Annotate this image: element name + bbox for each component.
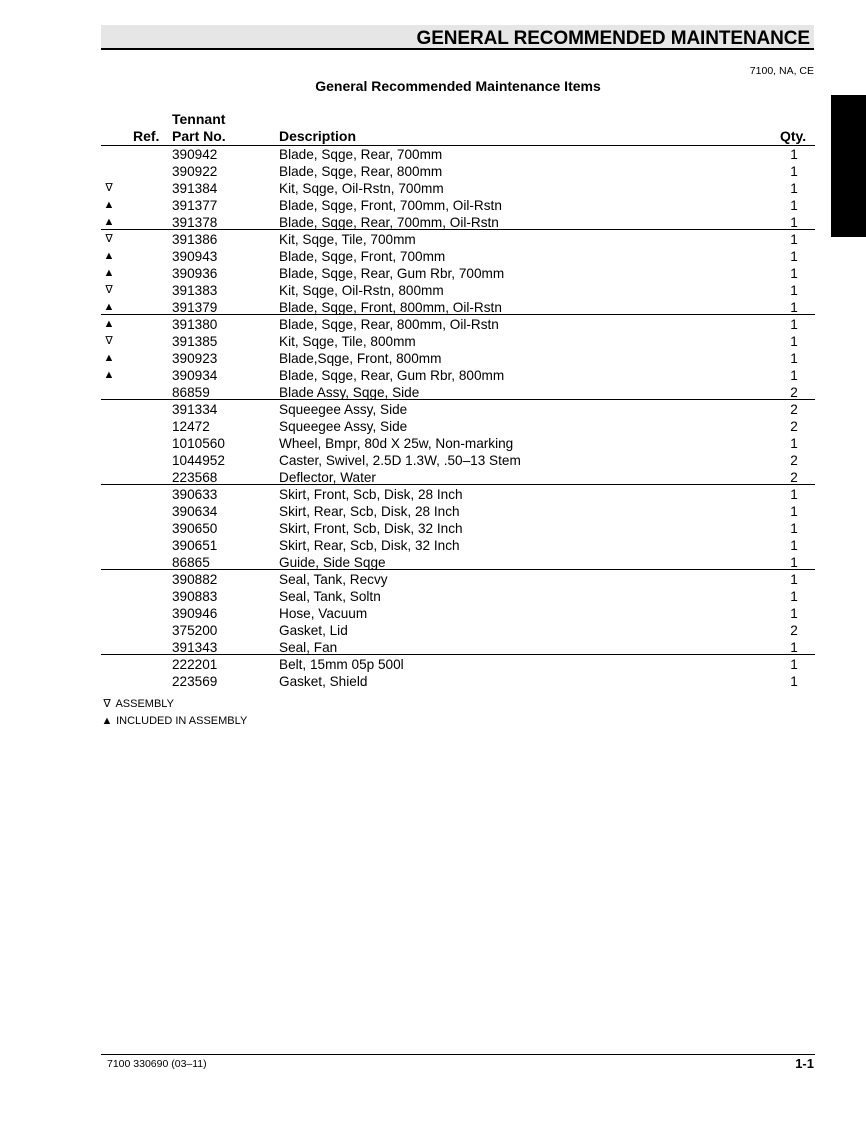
row-part-number: 1044952 bbox=[172, 453, 225, 468]
row-part-number: 223569 bbox=[172, 674, 218, 689]
row-ref-symbol: ▲ bbox=[103, 267, 115, 279]
table-row bbox=[0, 367, 866, 384]
row-part-number: 222201 bbox=[172, 657, 218, 672]
row-part-number: 86865 bbox=[172, 555, 210, 570]
row-quantity: 1 bbox=[790, 164, 798, 179]
row-quantity: 2 bbox=[790, 419, 798, 434]
document-code: 7100 330690 (03–11) bbox=[107, 1058, 207, 1070]
row-quantity: 1 bbox=[790, 674, 798, 689]
row-quantity: 1 bbox=[790, 300, 798, 315]
assembly-label: ASSEMBLY bbox=[115, 698, 174, 710]
row-part-number: 375200 bbox=[172, 623, 218, 638]
row-part-number: 390633 bbox=[172, 487, 218, 502]
assembly-symbol: ∇ bbox=[103, 698, 111, 710]
row-quantity: 2 bbox=[790, 385, 798, 400]
row-ref-symbol: ▲ bbox=[103, 352, 115, 364]
row-description: Squeegee Assy, Side bbox=[279, 419, 408, 434]
table-row bbox=[0, 452, 866, 469]
row-description: Guide, Side Sqge bbox=[279, 555, 386, 570]
table-row bbox=[0, 571, 866, 588]
row-part-number: 390943 bbox=[172, 249, 218, 264]
row-description: Blade, Sqge, Front, 700mm bbox=[279, 249, 446, 264]
table-row bbox=[0, 537, 866, 554]
row-quantity: 1 bbox=[790, 436, 798, 451]
row-quantity: 1 bbox=[790, 283, 798, 298]
table-row bbox=[0, 350, 866, 367]
row-quantity: 1 bbox=[790, 215, 798, 230]
row-part-number: 391386 bbox=[172, 232, 218, 247]
row-description: Seal, Fan bbox=[279, 640, 338, 655]
row-description: Blade Assy, Sqge, Side bbox=[279, 385, 420, 400]
column-header-part-line1: Tennant bbox=[172, 111, 226, 127]
column-header-description: Description bbox=[279, 128, 357, 144]
row-description: Hose, Vacuum bbox=[279, 606, 368, 621]
row-part-number: 391379 bbox=[172, 300, 218, 315]
row-part-number: 390923 bbox=[172, 351, 218, 366]
row-ref-symbol: ▲ bbox=[103, 216, 115, 228]
table-row bbox=[0, 146, 866, 163]
included-label: INCLUDED IN ASSEMBLY bbox=[116, 715, 248, 727]
row-description: Blade,Sqge, Front, 800mm bbox=[279, 351, 442, 366]
row-part-number: 391334 bbox=[172, 402, 218, 417]
table-row bbox=[0, 520, 866, 537]
row-part-number: 391383 bbox=[172, 283, 218, 298]
row-quantity: 1 bbox=[790, 198, 798, 213]
row-quantity: 1 bbox=[790, 351, 798, 366]
column-header-qty: Qty. bbox=[780, 128, 807, 144]
row-description: Skirt, Rear, Scb, Disk, 32 Inch bbox=[279, 538, 460, 553]
row-description: Squeegee Assy, Side bbox=[279, 402, 408, 417]
table-row bbox=[0, 265, 866, 282]
row-description: Blade, Sqge, Front, 700mm, Oil-Rstn bbox=[279, 198, 502, 213]
row-part-number: 12472 bbox=[172, 419, 210, 434]
row-part-number: 390942 bbox=[172, 147, 218, 162]
row-quantity: 2 bbox=[790, 470, 798, 485]
table-row bbox=[0, 469, 866, 486]
row-quantity: 1 bbox=[790, 606, 798, 621]
model-code: 7100, NA, CE bbox=[749, 65, 814, 77]
table-row bbox=[0, 282, 866, 299]
row-quantity: 2 bbox=[790, 402, 798, 417]
row-description: Kit, Sqge, Oil-Rstn, 700mm bbox=[279, 181, 444, 196]
row-quantity: 1 bbox=[790, 147, 798, 162]
row-part-number: 1010560 bbox=[172, 436, 225, 451]
row-quantity: 2 bbox=[790, 623, 798, 638]
row-description: Blade, Sqge, Rear, 800mm, Oil-Rstn bbox=[279, 317, 499, 332]
row-part-number: 391378 bbox=[172, 215, 218, 230]
row-ref-symbol: ▲ bbox=[103, 301, 115, 313]
table-row bbox=[0, 316, 866, 333]
row-part-number: 391380 bbox=[172, 317, 218, 332]
row-description: Gasket, Shield bbox=[279, 674, 368, 689]
row-description: Caster, Swivel, 2.5D 1.3W, .50–13 Stem bbox=[279, 453, 521, 468]
row-part-number: 223568 bbox=[172, 470, 218, 485]
row-part-number: 390634 bbox=[172, 504, 218, 519]
row-ref-symbol: ∇ bbox=[105, 233, 113, 245]
row-ref-symbol: ∇ bbox=[105, 182, 113, 194]
row-quantity: 1 bbox=[790, 334, 798, 349]
table-row bbox=[0, 418, 866, 435]
row-description: Kit, Sqge, Tile, 700mm bbox=[279, 232, 416, 247]
table-row bbox=[0, 214, 866, 231]
row-ref-symbol: ▲ bbox=[103, 318, 115, 330]
row-description: Skirt, Rear, Scb, Disk, 28 Inch bbox=[279, 504, 460, 519]
legend-assembly bbox=[101, 697, 174, 711]
table-row bbox=[0, 673, 866, 690]
row-quantity: 1 bbox=[790, 538, 798, 553]
row-description: Blade, Sqge, Rear, Gum Rbr, 800mm bbox=[279, 368, 505, 383]
row-quantity: 1 bbox=[790, 521, 798, 536]
row-quantity: 1 bbox=[790, 181, 798, 196]
row-part-number: 390934 bbox=[172, 368, 218, 383]
row-part-number: 390882 bbox=[172, 572, 218, 587]
table-row bbox=[0, 384, 866, 401]
table-row bbox=[0, 503, 866, 520]
row-ref-symbol: ▲ bbox=[103, 199, 115, 211]
row-part-number: 390922 bbox=[172, 164, 218, 179]
row-quantity: 1 bbox=[790, 266, 798, 281]
table-row bbox=[0, 605, 866, 622]
row-description: Kit, Sqge, Tile, 800mm bbox=[279, 334, 416, 349]
row-description: Seal, Tank, Recvy bbox=[279, 572, 388, 587]
row-description: Skirt, Front, Scb, Disk, 28 Inch bbox=[279, 487, 463, 502]
row-part-number: 390946 bbox=[172, 606, 218, 621]
row-quantity: 1 bbox=[790, 504, 798, 519]
table-row bbox=[0, 639, 866, 656]
row-part-number: 390883 bbox=[172, 589, 218, 604]
row-quantity: 1 bbox=[790, 249, 798, 264]
row-quantity: 1 bbox=[790, 232, 798, 247]
row-ref-symbol: ▲ bbox=[103, 369, 115, 381]
row-ref-symbol: ∇ bbox=[105, 284, 113, 296]
row-part-number: 390651 bbox=[172, 538, 218, 553]
table-row bbox=[0, 435, 866, 452]
table-row bbox=[0, 588, 866, 605]
row-part-number: 86859 bbox=[172, 385, 210, 400]
row-description: Skirt, Front, Scb, Disk, 32 Inch bbox=[279, 521, 463, 536]
row-description: Blade, Sqge, Rear, 800mm bbox=[279, 164, 443, 179]
table-row bbox=[0, 299, 866, 316]
row-part-number: 391384 bbox=[172, 181, 218, 196]
row-part-number: 390936 bbox=[172, 266, 218, 281]
table-row bbox=[0, 231, 866, 248]
table-row bbox=[0, 333, 866, 350]
row-quantity: 1 bbox=[790, 368, 798, 383]
table-row bbox=[0, 163, 866, 180]
row-description: Kit, Sqge, Oil-Rstn, 800mm bbox=[279, 283, 444, 298]
column-header-part-line2: Part No. bbox=[172, 128, 226, 144]
column-header-ref: Ref. bbox=[133, 128, 160, 144]
page-title: GENERAL RECOMMENDED MAINTENANCE bbox=[416, 28, 810, 49]
row-ref-symbol: ∇ bbox=[105, 335, 113, 347]
row-description: Blade, Sqge, Rear, Gum Rbr, 700mm bbox=[279, 266, 505, 281]
table-row bbox=[0, 656, 866, 673]
row-quantity: 2 bbox=[790, 453, 798, 468]
included-symbol: ▲ bbox=[101, 715, 113, 727]
row-part-number: 391343 bbox=[172, 640, 218, 655]
row-part-number: 391377 bbox=[172, 198, 218, 213]
row-quantity: 1 bbox=[790, 572, 798, 587]
table-row bbox=[0, 401, 866, 418]
legend-included bbox=[101, 714, 247, 728]
row-part-number: 390650 bbox=[172, 521, 218, 536]
row-description: Gasket, Lid bbox=[279, 623, 348, 638]
page-number: 1-1 bbox=[795, 1056, 814, 1071]
row-description: Blade, Sqge, Rear, 700mm bbox=[279, 147, 443, 162]
row-quantity: 1 bbox=[790, 487, 798, 502]
section-title: General Recommended Maintenance Items bbox=[315, 78, 601, 94]
table-row bbox=[0, 248, 866, 265]
table-row bbox=[0, 622, 866, 639]
row-quantity: 1 bbox=[790, 555, 798, 570]
row-description: Deflector, Water bbox=[279, 470, 376, 485]
table-row bbox=[0, 486, 866, 503]
row-description: Blade, Sqge, Front, 800mm, Oil-Rstn bbox=[279, 300, 502, 315]
row-quantity: 1 bbox=[790, 589, 798, 604]
row-quantity: 1 bbox=[790, 317, 798, 332]
row-part-number: 391385 bbox=[172, 334, 218, 349]
table-row bbox=[0, 554, 866, 571]
row-quantity: 1 bbox=[790, 640, 798, 655]
row-quantity: 1 bbox=[790, 657, 798, 672]
row-description: Blade, Sqge, Rear, 700mm, Oil-Rstn bbox=[279, 215, 499, 230]
footer-rule bbox=[101, 1054, 815, 1055]
row-ref-symbol: ▲ bbox=[103, 250, 115, 262]
row-description: Seal, Tank, Soltn bbox=[279, 589, 381, 604]
table-row bbox=[0, 197, 866, 214]
row-description: Wheel, Bmpr, 80d X 25w, Non-marking bbox=[279, 436, 514, 451]
table-row bbox=[0, 180, 866, 197]
row-description: Belt, 15mm 05p 500l bbox=[279, 657, 404, 672]
